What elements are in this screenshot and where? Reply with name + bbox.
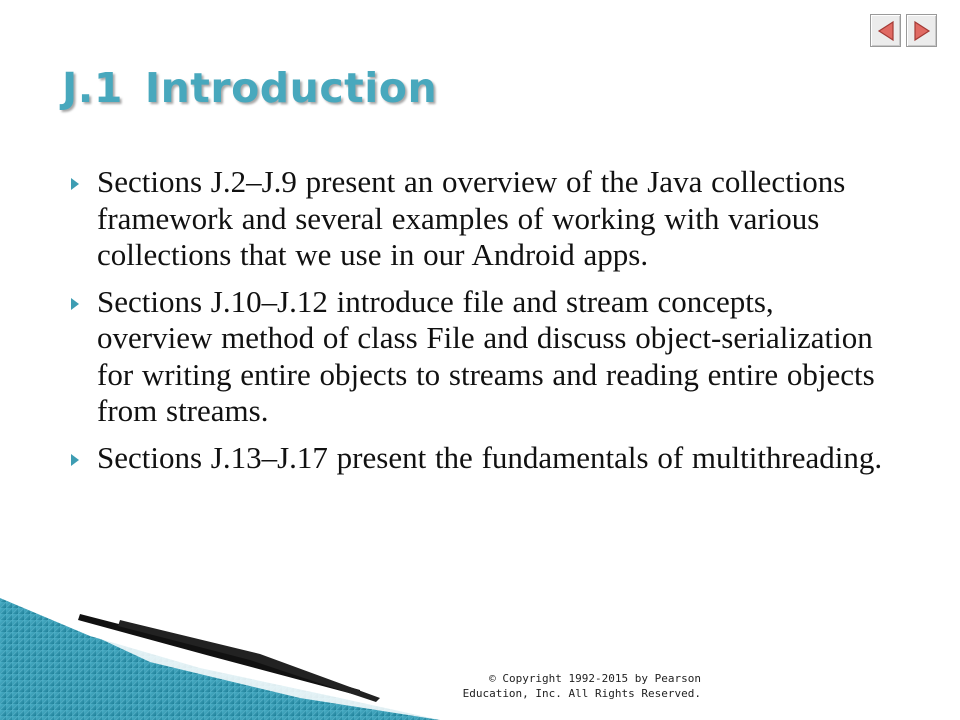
bullet-item	[70, 164, 890, 274]
slide-navigation	[870, 14, 937, 47]
triangle-bullet-icon	[70, 297, 80, 311]
bullet-list	[70, 164, 890, 486]
copyright-notice	[453, 671, 701, 701]
triangle-bullet-icon	[70, 177, 80, 191]
bullet-text: Sections J.13–J.17 present the fundamentals of multithreading.	[97, 439, 883, 475]
bullet-item	[70, 284, 890, 430]
title-text: Introduction	[144, 64, 438, 112]
previous-slide-button[interactable]	[870, 14, 901, 47]
bullet-item	[70, 440, 890, 477]
triangle-bullet-icon	[70, 453, 80, 467]
title-number: J.1	[62, 64, 123, 112]
triangle-left-icon	[876, 20, 896, 42]
next-slide-button[interactable]	[906, 14, 937, 47]
bullet-text: Sections J.2–J.9 present an overview of the Java collections framework and several examples of working with various collections that we use in our Android apps.	[97, 164, 846, 272]
copyright-line: Education, Inc. All Rights Reserved.	[462, 687, 701, 700]
decorative-corner	[0, 590, 440, 720]
copyright-line: © Copyright 1992-2015 by Pearson	[489, 672, 701, 685]
triangle-right-icon	[912, 20, 932, 42]
slide-title	[62, 64, 437, 112]
bullet-text: Sections J.10–J.12 introduce file and stream concepts, overview method of class File and discuss object-serialization for writing entire objects to streams and reading entire objects from streams.	[97, 283, 875, 428]
